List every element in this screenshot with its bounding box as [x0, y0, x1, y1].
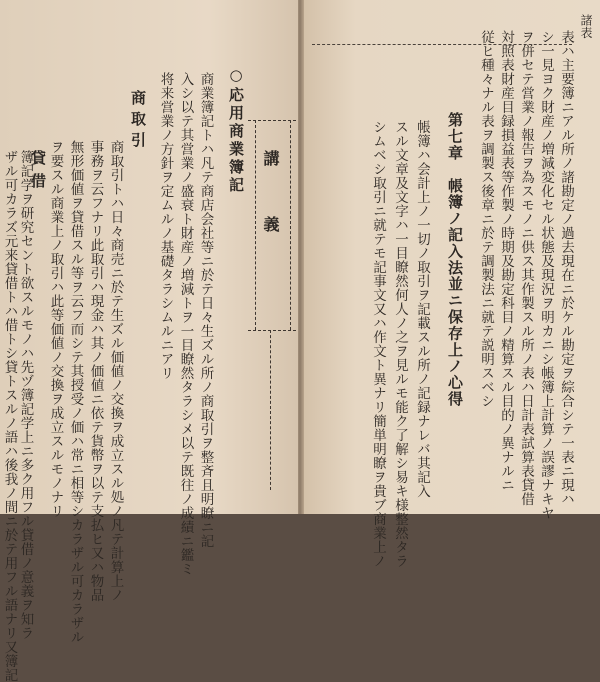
right-page [302, 0, 600, 568]
tail-heading: 貸借 [29, 150, 47, 196]
right-column-4: 対照表財産目録損益表等作製ノ時期及勘定科目ノ精算スル目的ノ異ナルニ [498, 30, 514, 492]
right-body-column-1: 帳簿ハ会計上ノ一切ノ取引ヲ記載スル所ノ記録ナレバ其記入 [414, 120, 430, 498]
left-sub-column-2: 事務ヲ云フナリ此取引ハ現金ハ其ノ価値ニ依テ貨幣ヲ以テ支払ヒ又ハ物品 [87, 140, 104, 602]
left-tail-column-2: ザル可カラズ元来貸借トハ借トシ貸トスルノ語ハ後我ノ間ニ於テ用フル語ナリ又簿記 [1, 150, 18, 682]
right-column-2: シ一見ヨク財産ノ増減変化セル状態及現況ヲ明カニシ帳簿上計算ノ誤謬ナキヤ [538, 30, 554, 520]
subheading: 商取引 [129, 90, 147, 153]
lecture-box-top [248, 120, 296, 121]
right-column-5: 従ヒ種々ナル表ヲ調製ス後章ニ於テ調製法ニ就テ説明スベシ [478, 30, 494, 408]
left-page [0, 0, 298, 682]
right-column-3: ヲ併セテ営業ノ報告ヲ為スモノニ供ス其作製スル所ノ表ハ日計表試算表貸借 [518, 30, 534, 506]
section-title: ○応用商業簿記 [227, 66, 245, 195]
lecture-box-bottom-edge [248, 330, 296, 331]
lecture-box-tail [270, 330, 272, 490]
lecture-label: 講義 [261, 150, 280, 282]
left-body-column-2: 入シ以テ其営業ノ盛衰ト財産ノ増減トヲ一目瞭然タラシメ以テ既往ノ成績ニ鑑ミ [177, 72, 194, 576]
right-body-column-3: シムベシ取引ニ就テモ記事文又ハ作文ト異ナリ簡単明瞭ヲ貴ブ商業上ノ [370, 120, 386, 568]
left-tail-column-1: 簿記学ヲ研究セント欲スルモノハ先ヅ簿記学上ニ多ク用フル貸借ノ意義ヲ知ラ [17, 150, 34, 640]
chapter-title: 第七章 帳簿ノ記入法並ニ保存上ノ心得 [446, 112, 464, 408]
right-column-1: 表ハ主要簿ニアル所ノ諸勘定ノ過去現在ニ於ケル勘定ヲ綜合シテ一表ニ現ハ [558, 30, 574, 506]
left-body-column-3: 将来営業ノ方針ヲ定ムルノ基礎タラシムルニアリ [157, 72, 174, 380]
left-sub-column-1: 商取引トハ日々商売ニ於テ生ズル価値ノ交換ヲ成立スル処ノ凡テ計算上ノ [107, 140, 124, 602]
right-heading: 諸表 [579, 14, 593, 39]
left-body-column-1: 商業簿記トハ凡テ商店会社等ニ於テ日々生ズル所ノ商取引ヲ整斉且明瞭ニ記 [197, 72, 214, 548]
left-sub-column-4: ヲ要スル商業上ノ取引ハ此等価値ノ交換ヲ成立スルモノナリ [47, 140, 64, 518]
left-sub-column-3: 無形価値ヲ貸借スル等ヲ云フ而シテ其授受ノ価ハ常ニ相等シカラザル可カラザル [67, 140, 84, 644]
right-body-column-2: スル文章及文字ハ一目瞭然何人ノ之ヲ見ルモ能ク了解シ易キ様整然タラ [392, 120, 408, 568]
